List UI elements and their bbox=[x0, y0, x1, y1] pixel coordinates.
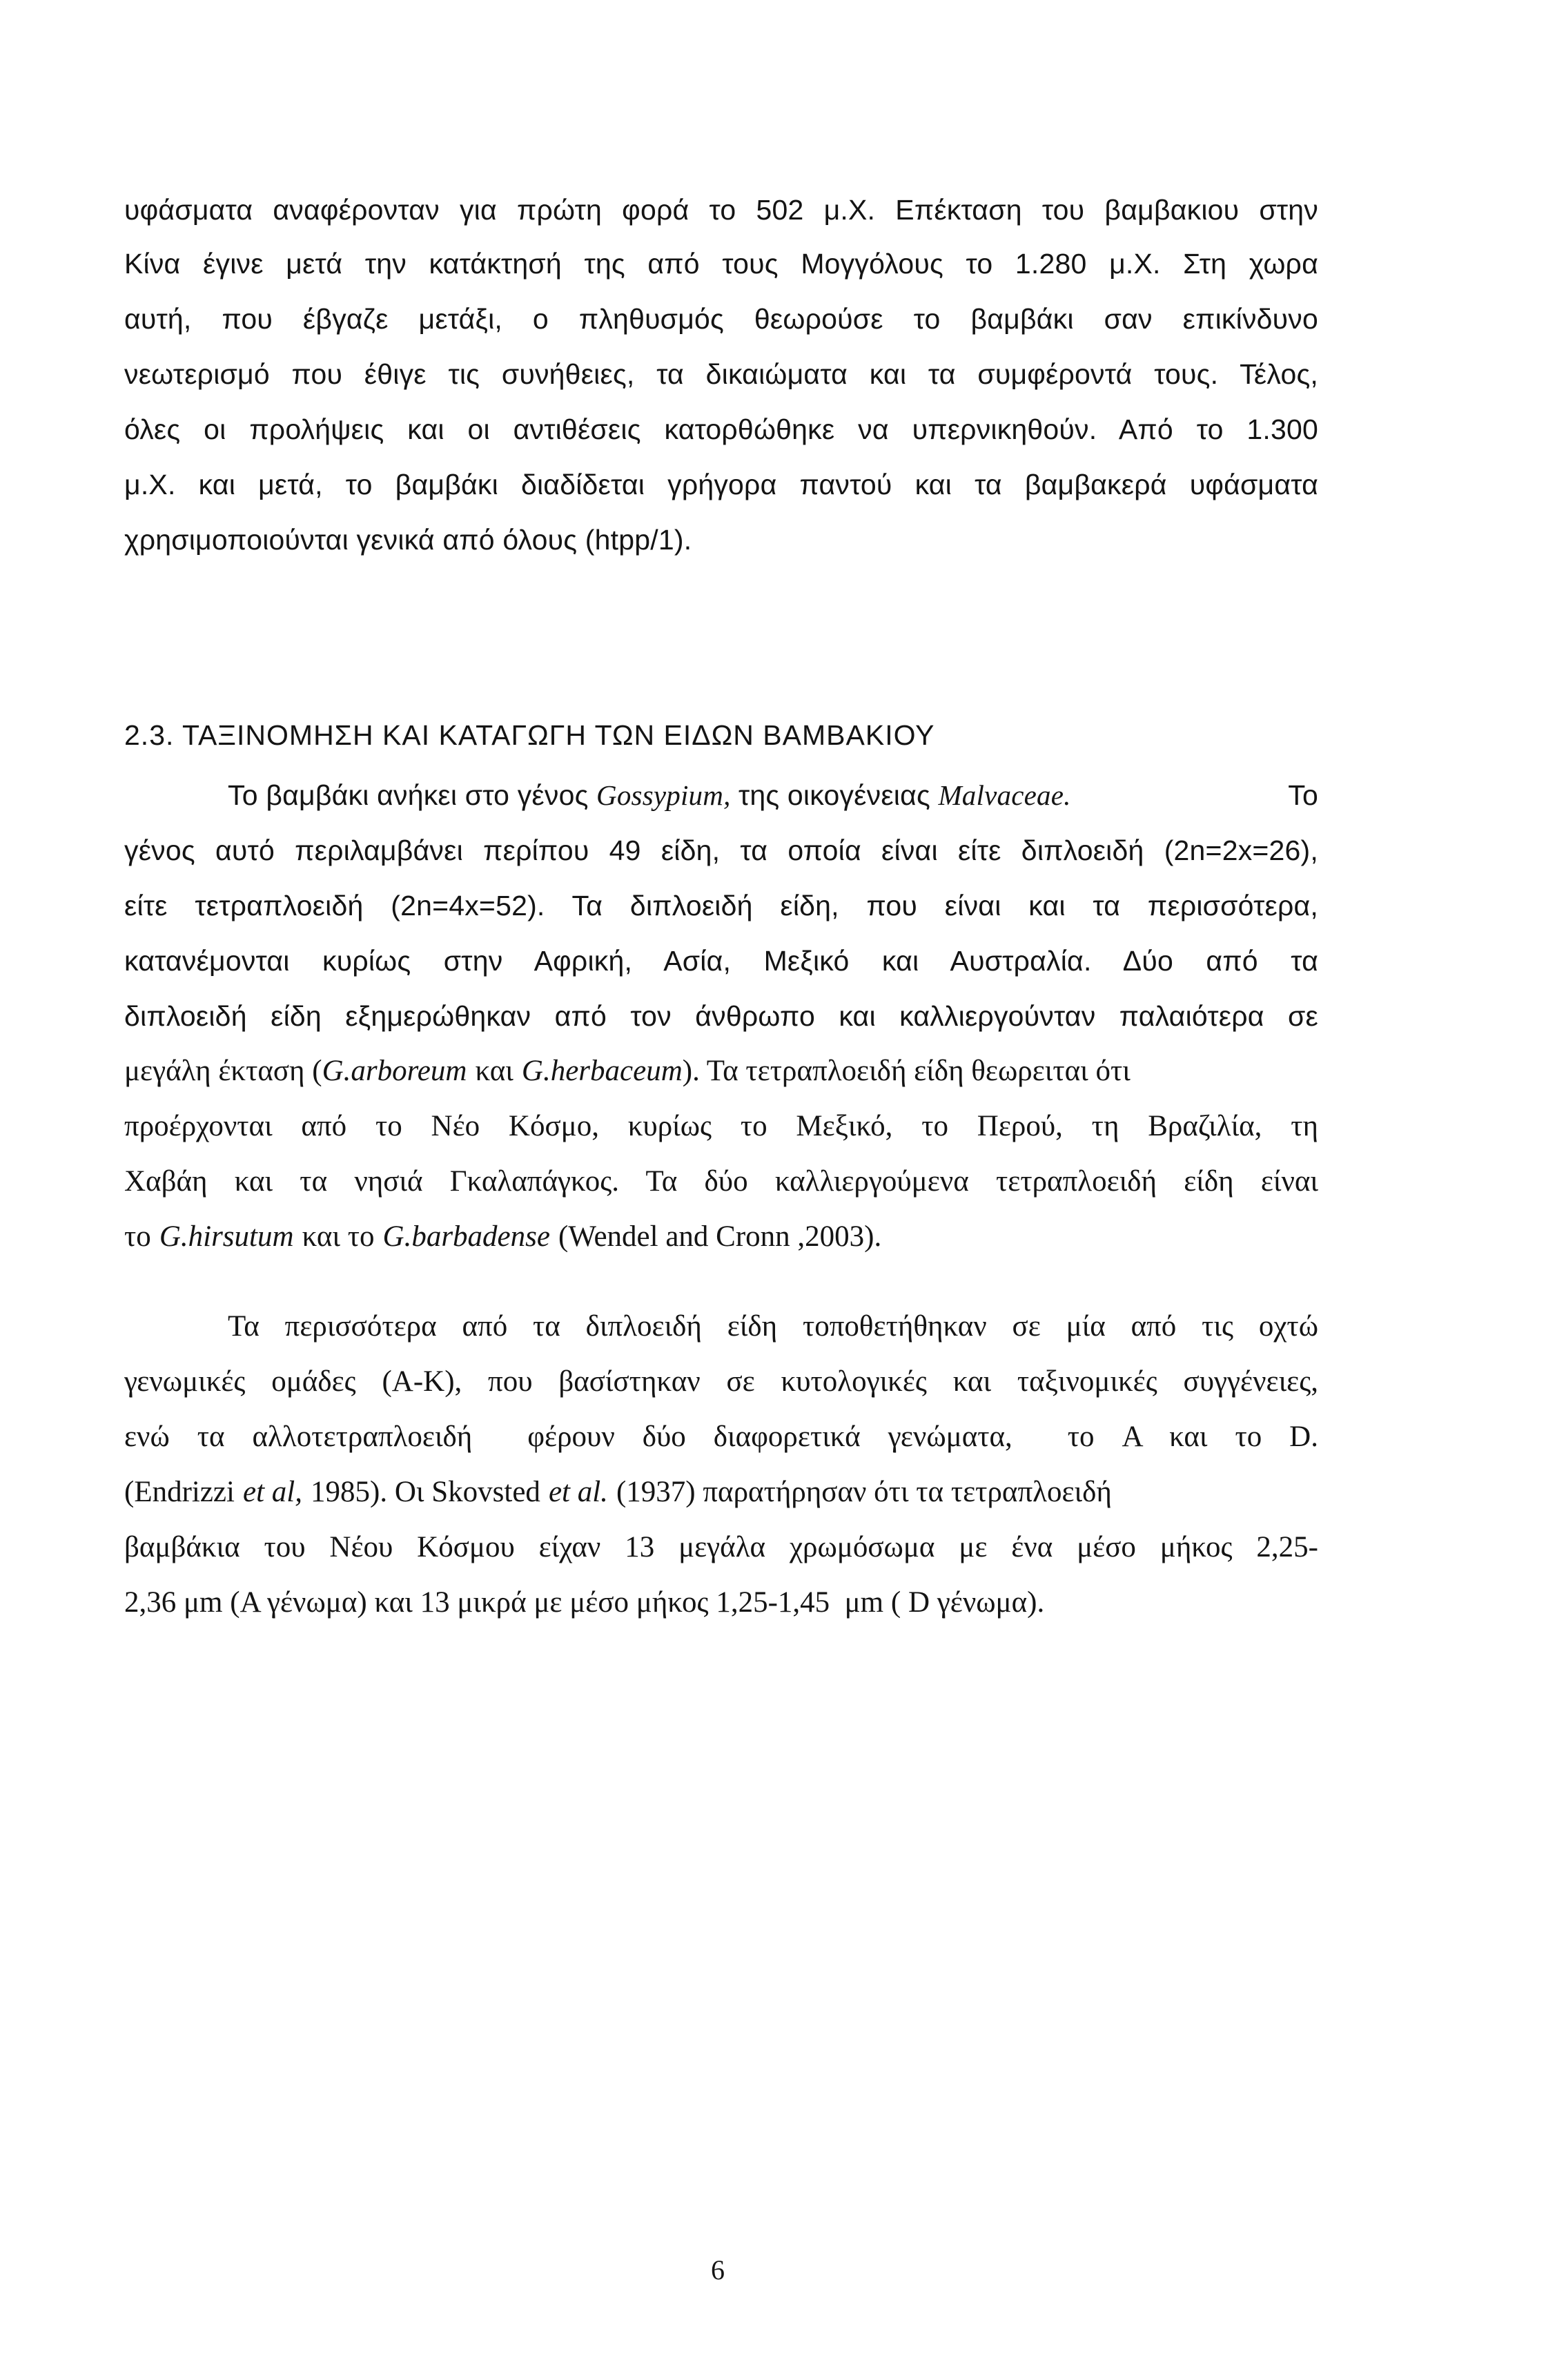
taxonomy-line-8 bbox=[124, 1164, 1318, 1202]
citation-skovsted: 1985). Οι Skovsted bbox=[311, 1476, 540, 1508]
intro-line-5-text: όλες οι προλήψεις και οι αντιθέσεις κατορθώθηκε να υπερνικηθούν. Από το 1.300 bbox=[124, 413, 1318, 445]
taxonomy-line-6-text-a: μεγάλη έκταση ( bbox=[124, 1055, 322, 1087]
genome-line-4 bbox=[124, 1474, 1318, 1513]
family-malvaceae: Malvaceae. bbox=[938, 779, 1071, 811]
taxonomy-line-7-text: προέρχονται από το Νέο Κόσμο, κυρίως το Μεξικό, το Περού, τη Βραζιλία, τη bbox=[124, 1110, 1318, 1142]
species-barbadense: G.barbadense bbox=[382, 1220, 550, 1253]
taxonomy-line-3 bbox=[124, 888, 1318, 926]
taxonomy-line-1-text-b: της οικογένειας bbox=[738, 779, 930, 811]
genome-line-2 bbox=[124, 1364, 1318, 1403]
species-hirsutum: G.hirsutum bbox=[159, 1220, 294, 1253]
taxonomy-line-1 bbox=[228, 777, 1318, 816]
et-al-1: et al, bbox=[243, 1476, 302, 1508]
genome-line-3 bbox=[124, 1419, 1318, 1458]
genus-gossypium: Gossypium, bbox=[596, 779, 731, 811]
genome-line-1-text: Τα περισσότερα από τα διπλοειδή είδη τοποθετήθηκαν σε μία από τις οχτώ bbox=[228, 1310, 1318, 1343]
intro-line-7-text: χρησιμοποιούνται γενικά από όλους (htpp/1). bbox=[124, 524, 692, 556]
taxonomy-line-2 bbox=[124, 832, 1318, 871]
genome-line-6 bbox=[124, 1585, 1318, 1623]
taxonomy-line-9-text-b: και το bbox=[302, 1220, 375, 1253]
taxonomy-line-7 bbox=[124, 1109, 1318, 1147]
intro-line-4-text: νεωτερισμό που έθιγε τις συνήθειες, τα δικαιώματα και τα συμφέροντά τους. Τέλος, bbox=[124, 358, 1318, 390]
intro-line-7 bbox=[124, 522, 1318, 560]
genome-line-4-text-c: (1937) παρατήρησαν ότι τα τετραπλοειδή bbox=[616, 1476, 1112, 1508]
taxonomy-line-6 bbox=[124, 1053, 1318, 1092]
intro-line-6 bbox=[124, 467, 1318, 505]
intro-line-1 bbox=[124, 192, 1318, 231]
taxonomy-line-1-text-a: Το βαμβάκι ανήκει στο γένος bbox=[228, 779, 589, 811]
genome-line-3-text: ενώ τα αλλοτετραπλοειδή φέρουν δύο διαφορετικά γενώματα, το A και το D. bbox=[124, 1421, 1318, 1453]
genome-line-6-text: 2,36 μm (A γένωμα) και 13 μικρά με μέσο μήκος 1,25-1,45 μm ( D γένωμα). bbox=[124, 1586, 1045, 1619]
intro-line-1-text: υφάσματα αναφέρονταν για πρώτη φορά το 502 μ.Χ. Επέκταση του βαμβακιου στην bbox=[124, 194, 1318, 226]
intro-line-6-text: μ.Χ. και μετά, το βαμβάκι διαδίδεται γρήγορα παντού και τα βαμβακερά υφάσματα bbox=[124, 469, 1318, 500]
species-herbaceum: G.herbaceum bbox=[521, 1055, 683, 1087]
taxonomy-line-8-text: Χαβάη και τα νησιά Γκαλαπάγκος. Τα δύο καλλιεργούμενα τετραπλοειδή είδη είναι bbox=[124, 1165, 1318, 1198]
citation-endrizzi: (Endrizzi bbox=[124, 1476, 235, 1508]
intro-line-2 bbox=[124, 246, 1318, 284]
genome-line-2-text: γενωμικές ομάδες (A-K), που βασίστηκαν σε κυτολογικές και ταξινομικές συγγένειες, bbox=[124, 1365, 1318, 1398]
page-number: 6 bbox=[711, 2254, 725, 2285]
taxonomy-line-4-text: κατανέμονται κυρίως στην Αφρική, Ασία, Μεξικό και Αυστραλία. Δύο από τα bbox=[124, 945, 1318, 977]
intro-line-4 bbox=[124, 356, 1318, 395]
genome-line-1 bbox=[228, 1309, 1318, 1347]
taxonomy-line-5 bbox=[124, 998, 1318, 1037]
taxonomy-line-9 bbox=[124, 1219, 1318, 1258]
species-arboreum: G.arboreum bbox=[322, 1055, 467, 1087]
intro-line-3-text: αυτή, που έβγαζε μετάξι, ο πληθυσμός θεωρούσε το βαμβάκι σαν επικίνδυνο bbox=[124, 303, 1318, 335]
intro-line-5 bbox=[124, 411, 1318, 450]
citation-wendel-cronn: (Wendel and Cronn ,2003). bbox=[558, 1220, 882, 1253]
taxonomy-line-1-text-c: Το bbox=[1288, 779, 1318, 811]
intro-line-2-text: Κίνα έγινε μετά την κατάκτησή της από τους Μογγόλους το 1.280 μ.Χ. Στη χωρα bbox=[124, 248, 1318, 280]
taxonomy-line-6-text-b: και bbox=[475, 1055, 513, 1087]
intro-line-3 bbox=[124, 301, 1318, 340]
taxonomy-line-3-text: είτε τετραπλοειδή (2n=4x=52). Τα διπλοειδή είδη, που είναι και τα περισσότερα, bbox=[124, 890, 1318, 921]
taxonomy-line-2-text: γένος αυτό περιλαμβάνει περίπου 49 είδη, τα οποία είναι είτε διπλοειδή (2n=2x=26), bbox=[124, 835, 1318, 866]
taxonomy-line-4 bbox=[124, 943, 1318, 982]
taxonomy-line-9-text-a: το bbox=[124, 1220, 151, 1253]
section-heading: 2.3. ΤΑΞΙΝΟΜΗΣΗ ΚΑΙ ΚΑΤΑΓΩΓΗ ΤΩΝ ΕΙΔΩΝ ΒΑΜΒΑΚΙΟΥ bbox=[124, 719, 935, 751]
genome-line-5 bbox=[124, 1530, 1318, 1568]
genome-line-5-text: βαμβάκια του Νέου Κόσμου είχαν 13 μεγάλα χρωμόσωμα με ένα μέσο μήκος 2,25- bbox=[124, 1531, 1318, 1563]
taxonomy-line-5-text: διπλοειδή είδη εξημερώθηκαν από τον άνθρωπο και καλλιεργούνταν παλαιότερα σε bbox=[124, 1000, 1318, 1032]
taxonomy-line-6-text-c: ). Τα τετραπλοειδή είδη θεωρειται ότι bbox=[682, 1055, 1131, 1087]
et-al-2: et al. bbox=[548, 1476, 608, 1508]
